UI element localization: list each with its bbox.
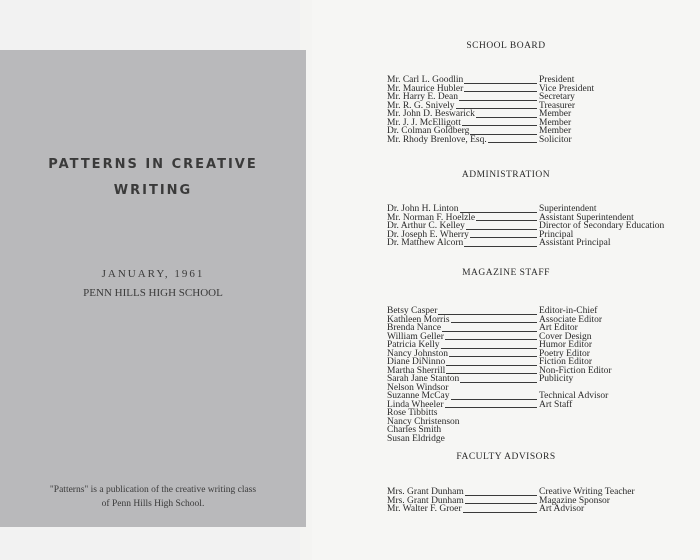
leader-line (446, 373, 537, 374)
member-name: Mrs. Grant Dunham (387, 487, 464, 497)
leader-line (476, 117, 537, 118)
leader-line (449, 356, 537, 357)
member-name: Mr. Rhody Brenlove, Esq. (387, 134, 487, 145)
member-name: Dr. Matthew Alcorn (387, 238, 464, 248)
roster-row (387, 136, 687, 145)
member-role: Principal (539, 229, 574, 240)
leader-line (446, 365, 537, 366)
member-name: Dr. John H. Linton (387, 204, 459, 214)
member-role: Technical Advisor (539, 391, 609, 401)
member-name: Mr. Harry E. Dean (387, 92, 458, 102)
member-role: Member (539, 117, 572, 128)
member-name: Mr. J. J. McElligott (387, 117, 461, 128)
leader-line (445, 407, 537, 408)
member-role: Director of Secondary Education (539, 221, 665, 231)
member-name: Mr. Carl L. Goodlin (387, 75, 464, 85)
member-role: Member (539, 109, 572, 119)
member-role: Creative Writing Teacher (539, 487, 635, 497)
member-name: Nancy Johnston (387, 348, 448, 359)
member-name: Charles Smith (387, 425, 442, 435)
member-name: Betsy Casper (387, 306, 438, 316)
member-role: Editor-in-Chief (539, 306, 598, 316)
administration-list (387, 205, 687, 248)
roster-row (387, 505, 687, 514)
leader-line (451, 399, 537, 400)
magazine-staff-list (387, 307, 687, 443)
leader-line (438, 314, 537, 315)
member-role: Fiction Editor (539, 357, 593, 367)
school-board-heading: SCHOOL BOARD (466, 41, 546, 51)
cover-title-line1: PATTERNS IN CREATIVE (48, 157, 258, 172)
leader-line (464, 83, 537, 84)
leader-line (465, 495, 537, 496)
leader-line (441, 348, 537, 349)
member-role: Secretary (539, 92, 575, 102)
roster-row (387, 435, 687, 444)
member-name: Dr. Arthur C. Kelley (387, 221, 465, 231)
leader-line (445, 339, 537, 340)
member-name: William Geller (387, 331, 444, 342)
member-name: Kathleen Morris (387, 314, 450, 325)
leader-line (451, 322, 537, 323)
member-name: Martha Sherrill (387, 365, 446, 376)
leader-line (464, 246, 537, 247)
member-role: Publicity (539, 374, 574, 384)
faculty-advisors-heading: FACULTY ADVISORS (456, 452, 556, 462)
member-role: Treasurer (539, 100, 576, 111)
leader-line (463, 512, 537, 513)
member-role: Cover Design (539, 331, 592, 342)
member-name: Mr. Maurice Hubler (387, 83, 464, 94)
member-role: Humor Editor (539, 340, 593, 350)
member-role: President (539, 75, 575, 85)
member-role: Art Editor (539, 323, 578, 333)
member-name: Suzanne McCay (387, 391, 450, 401)
member-role: Member (539, 126, 572, 136)
cover-title-line2: WRITING (113, 183, 193, 198)
member-name: Nelson Windsor (387, 382, 449, 393)
member-role: Magazine Sponsor (539, 495, 610, 506)
member-name: Nancy Christenson (387, 416, 460, 427)
leader-line (462, 125, 537, 126)
roster-row (387, 239, 687, 248)
leader-line (464, 91, 537, 92)
leader-line (465, 503, 537, 504)
member-name: Rose Tibbitts (387, 408, 438, 418)
member-name: Linda Wheeler (387, 399, 444, 410)
magazine-staff-heading: MAGAZINE STAFF (462, 268, 550, 278)
cover-note-line1: "Patterns" is a publication of the creative writing class (49, 485, 257, 495)
member-name: Mr. R. G. Snively (387, 100, 455, 111)
administration-heading: ADMINISTRATION (461, 170, 551, 180)
member-name: Mr. John D. Beswarick (387, 109, 475, 119)
cover-publication-note (18, 483, 288, 511)
cover-school: PENN HILLS HIGH SCHOOL (83, 287, 223, 299)
leader-line (488, 142, 537, 143)
school-board-list (387, 76, 687, 144)
member-name: Dr. Joseph E. Wherry (387, 229, 469, 240)
member-name: Sarah Jane Stanton (387, 374, 460, 384)
member-name: Mr. Norman F. Hoelzle (387, 212, 476, 223)
member-name: Brenda Nance (387, 323, 442, 333)
member-role: Assistant Superintendent (539, 212, 634, 223)
member-role: Non-Fiction Editor (539, 365, 612, 376)
cover-page (0, 50, 306, 527)
member-name: Mr. Walter F. Groer (387, 504, 462, 514)
cover-note-line2: of Penn Hills High School. (101, 499, 205, 509)
member-role: Art Staff (539, 399, 573, 410)
member-name: Mrs. Grant Dunham (387, 495, 464, 506)
member-name: Patricia Kelly (387, 340, 440, 350)
member-name: Dr. Colman Goldberg (387, 126, 470, 136)
member-role: Art Advisor (539, 504, 585, 514)
faculty-advisors-list (387, 488, 687, 514)
member-role: Poetry Editor (539, 348, 590, 359)
leader-line (466, 229, 537, 230)
leader-line (476, 220, 537, 221)
member-role: Superintendent (539, 204, 597, 214)
member-role: Associate Editor (539, 314, 603, 325)
leader-line (460, 382, 537, 383)
leader-line (442, 331, 537, 332)
member-role: Solicitor (539, 134, 572, 145)
member-name: Susan Eldridge (387, 433, 445, 444)
member-role: Assistant Principal (539, 238, 611, 248)
leader-line (459, 100, 537, 101)
cover-date: JANUARY, 1961 (101, 268, 205, 280)
member-name: Diane DiNinno (387, 357, 446, 367)
leader-line (470, 237, 537, 238)
member-role: Vice President (539, 83, 595, 94)
